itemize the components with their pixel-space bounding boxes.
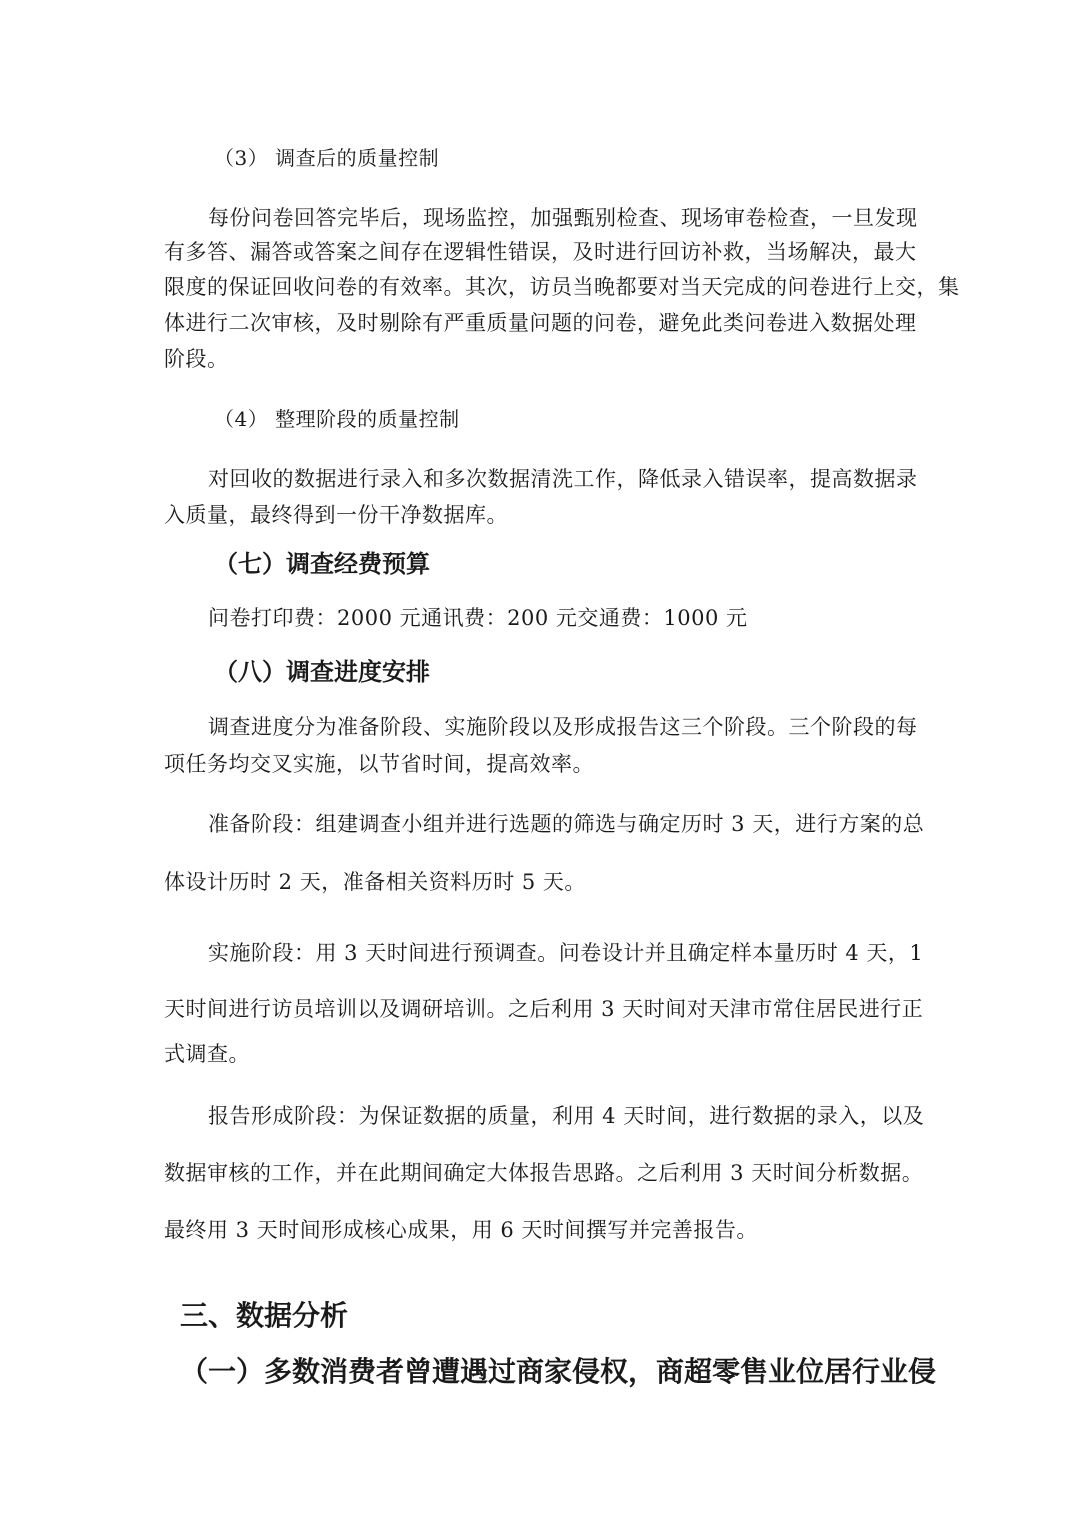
subsection-heading-organize: （4） 整理阶段的质量控制 [214,407,460,431]
paragraph-line: 实施阶段：用 3 天时间进行预调查。问卷设计并且确定样本量历时 4 天，1 [208,941,924,965]
paragraph-line: 调查进度分为准备阶段、实施阶段以及形成报告这三个阶段。三个阶段的每 [208,715,918,739]
paragraph-line: 阶段。 [164,347,229,371]
paragraph-line: 限度的保证回收问卷的有效率。其次，访员当晚都要对当天完成的问卷进行上交，集 [164,275,960,299]
paragraph-line: 报告形成阶段：为保证数据的质量，利用 4 天时间，进行数据的录入，以及 [208,1104,925,1128]
section-heading-budget: （七）调查经费预算 [214,550,430,578]
section-heading-infringement: （一）多数消费者曾遭遇过商家侵权，商超零售业位居行业侵 [180,1355,937,1388]
paragraph-line: 准备阶段：组建调查小组并进行选题的筛选与确定历时 3 天，进行方案的总 [208,812,925,836]
paragraph-line: 最终用 3 天时间形成核心成果，用 6 天时间撰写并完善报告。 [164,1218,758,1242]
paragraph-line: 体设计历时 2 天，准备相关资料历时 5 天。 [164,870,586,894]
paragraph-line: 天时间进行访员培训以及调研培训。之后利用 3 天时间对天津市常住居民进行正 [164,997,924,1021]
paragraph-line: 式调查。 [164,1042,250,1066]
paragraph-line: 数据审核的工作，并在此期间确定大体报告思路。之后利用 3 天时间分析数据。 [164,1161,924,1185]
paragraph-line: 每份问卷回答完毕后，现场监控，加强甄别检查、现场审卷检查，一旦发现 [208,206,918,230]
section-heading-schedule: （八）调查进度安排 [214,658,430,686]
paragraph-line: 项任务均交叉实施，以节省时间，提高效率。 [164,752,594,776]
paragraph-line: 入质量，最终得到一份干净数据库。 [164,503,508,527]
paragraph-line: 体进行二次审核，及时剔除有严重质量问题的问卷，避免此类问卷进入数据处理 [164,311,917,335]
paragraph-line: 对回收的数据进行录入和多次数据清洗工作，降低录入错误率，提高数据录 [208,467,918,491]
budget-text: 问卷打印费：2000 元通讯费：200 元交通费：1000 元 [208,606,748,630]
subsection-heading-post-survey: （3） 调查后的质量控制 [214,146,440,170]
paragraph-line: 有多答、漏答或答案之间存在逻辑性错误，及时进行回访补救，当场解决，最大 [164,240,917,264]
chapter-heading-analysis: 三、数据分析 [180,1299,349,1332]
